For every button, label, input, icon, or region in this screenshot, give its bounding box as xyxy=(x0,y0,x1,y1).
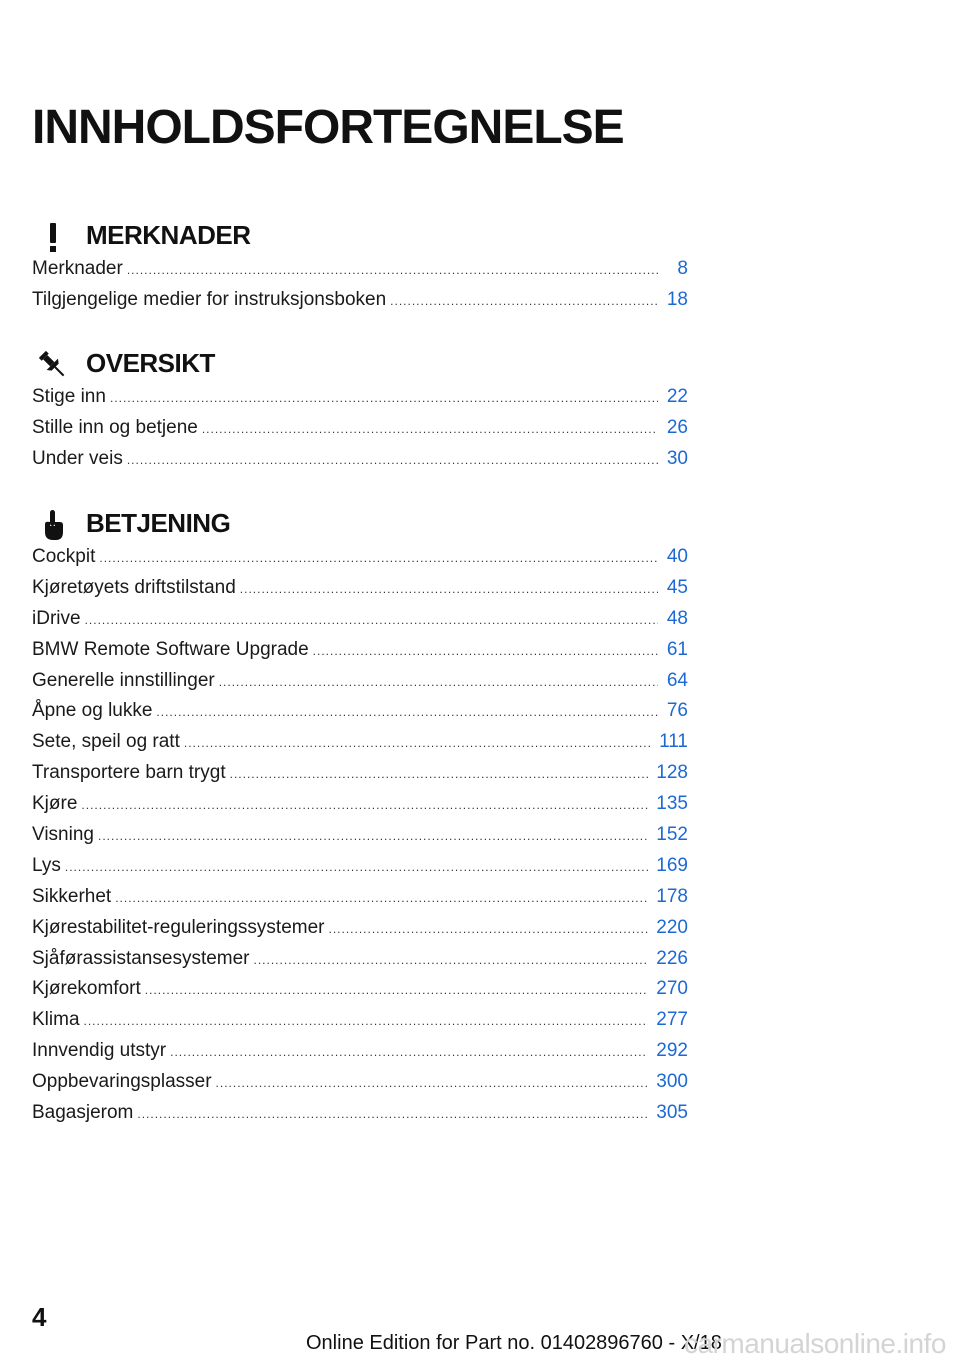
toc-entry[interactable] xyxy=(32,608,688,639)
toc-label: Sjåførassistansesystemer xyxy=(32,947,250,969)
toc-label: Generelle innstillinger xyxy=(32,669,215,691)
page-number: 4 xyxy=(32,1302,47,1332)
watermark: carmanualsonline.info xyxy=(684,1328,946,1359)
section-title: OVERSIKT xyxy=(86,348,215,378)
toc-label: Cockpit xyxy=(32,546,96,567)
toc-entry[interactable] xyxy=(32,886,688,917)
dot-leader xyxy=(184,736,651,750)
toc-entry[interactable] xyxy=(32,762,688,793)
toc-label: Kjørekomfort xyxy=(32,978,141,1000)
toc-entry[interactable] xyxy=(32,700,688,731)
dot-leader xyxy=(127,263,658,277)
toc-page-link[interactable]: 76 xyxy=(666,700,688,722)
toc-entry[interactable] xyxy=(32,386,688,417)
toc-label: Kjøretøyets driftstilstand xyxy=(32,576,236,598)
dot-leader xyxy=(156,705,658,719)
toc-entry[interactable] xyxy=(32,577,688,608)
toc-page-link[interactable]: 111 xyxy=(659,731,688,753)
toc-entry[interactable] xyxy=(32,1071,688,1102)
dot-leader xyxy=(170,1045,648,1059)
toc-entry[interactable] xyxy=(32,258,688,289)
toc-page-link[interactable]: 220 xyxy=(656,916,688,938)
toc-label: Under veis xyxy=(32,447,123,469)
toc-label: Stige inn xyxy=(32,386,106,407)
toc-page-link[interactable]: 30 xyxy=(666,447,688,469)
toc-page-link[interactable]: 26 xyxy=(666,416,688,438)
toc-page-link[interactable]: 300 xyxy=(656,1071,688,1093)
dot-leader xyxy=(219,675,658,689)
toc-label: Oppbevaringsplasser xyxy=(32,1071,212,1093)
toc-label: Åpne og lukke xyxy=(32,700,153,722)
toc-label: Klima xyxy=(32,1009,80,1031)
section-merknader xyxy=(32,218,688,320)
toc-entry[interactable] xyxy=(32,978,688,1009)
toc-page-link[interactable]: 128 xyxy=(656,762,688,784)
toc-entry[interactable] xyxy=(32,917,688,948)
toc-entry[interactable] xyxy=(32,417,688,448)
toc-entry[interactable] xyxy=(32,855,688,886)
toc-label: BMW Remote Software Upgrade xyxy=(32,638,309,660)
toc-page-link[interactable]: 226 xyxy=(656,947,688,969)
toc-label: Innvendig utstyr xyxy=(32,1040,167,1062)
section-betjening xyxy=(32,506,688,1133)
section-header xyxy=(32,346,688,382)
dot-leader xyxy=(81,798,648,812)
dot-leader xyxy=(110,391,658,405)
toc-page-link[interactable]: 61 xyxy=(666,638,688,660)
toc-page-link[interactable]: 135 xyxy=(656,793,688,815)
toc-label: Sikkerhet xyxy=(32,885,112,907)
dot-leader xyxy=(145,983,649,997)
pointing-hand-icon xyxy=(36,508,70,542)
section-title: BETJENING xyxy=(86,508,231,538)
toc-entry[interactable] xyxy=(32,824,688,855)
toc-label: Transportere barn trygt xyxy=(32,762,226,784)
dot-leader xyxy=(137,1107,648,1121)
toc-page-link[interactable]: 18 xyxy=(666,288,688,310)
section-header xyxy=(32,218,688,254)
toc-label: Sete, speil og ratt xyxy=(32,731,180,753)
dot-leader xyxy=(329,922,649,936)
toc-label: Kjørestabilitet-reguleringssystemer xyxy=(32,916,325,938)
dot-leader xyxy=(390,294,658,308)
dot-leader xyxy=(127,453,658,467)
dot-leader xyxy=(99,551,658,565)
dot-leader xyxy=(216,1076,649,1090)
dot-leader xyxy=(65,860,648,874)
toc-entry[interactable] xyxy=(32,1009,688,1040)
toc-page-link[interactable]: 22 xyxy=(666,386,688,407)
section-oversikt xyxy=(32,346,688,479)
dot-leader xyxy=(254,953,649,967)
toc-entry[interactable] xyxy=(32,731,688,762)
pin-icon xyxy=(36,348,70,382)
toc-entry[interactable] xyxy=(32,448,688,479)
toc-page-link[interactable]: 178 xyxy=(656,885,688,907)
toc-entry[interactable] xyxy=(32,1102,688,1133)
dot-leader xyxy=(313,644,658,658)
section-title: MERKNADER xyxy=(86,220,251,250)
toc-page-link[interactable]: 40 xyxy=(666,546,688,567)
section-header xyxy=(32,506,688,542)
dot-leader xyxy=(230,767,649,781)
toc-page-link[interactable]: 270 xyxy=(656,978,688,1000)
dot-leader xyxy=(115,891,648,905)
toc-label: Kjøre xyxy=(32,793,78,815)
toc-entry[interactable] xyxy=(32,948,688,979)
toc-entry[interactable] xyxy=(32,793,688,824)
toc-page-link[interactable]: 8 xyxy=(677,258,688,279)
toc-page-link[interactable]: 45 xyxy=(666,576,688,598)
exclamation-icon xyxy=(36,220,70,254)
toc-label: Stille inn og betjene xyxy=(32,416,198,438)
toc-page-link[interactable]: 292 xyxy=(656,1040,688,1062)
toc-entry[interactable] xyxy=(32,1040,688,1071)
toc-page-link[interactable]: 48 xyxy=(666,607,688,629)
dot-leader xyxy=(202,422,658,436)
toc-label: Tilgjengelige medier for instruksjonsboken xyxy=(32,288,387,310)
toc-page-link[interactable]: 169 xyxy=(656,854,688,876)
dot-leader xyxy=(98,829,648,843)
toc-entry[interactable] xyxy=(32,670,688,701)
toc-page-link[interactable]: 64 xyxy=(666,669,688,691)
toc-entry[interactable] xyxy=(32,639,688,670)
dot-leader xyxy=(84,1014,649,1028)
toc-entry[interactable] xyxy=(32,289,688,320)
toc-label: Lys xyxy=(32,854,61,876)
toc-entry[interactable] xyxy=(32,546,688,577)
toc-label: Merknader xyxy=(32,258,123,279)
toc-page-link[interactable]: 152 xyxy=(656,824,688,846)
toc-label: Visning xyxy=(32,824,94,846)
page-title: INNHOLDSFORTEGNELSE xyxy=(32,101,624,154)
dot-leader xyxy=(240,582,658,596)
toc-label: iDrive xyxy=(32,607,81,629)
toc-label: Bagasjerom xyxy=(32,1102,134,1124)
toc-page-link[interactable]: 305 xyxy=(656,1102,688,1124)
toc-page-link[interactable]: 277 xyxy=(656,1009,688,1031)
dot-leader xyxy=(85,613,658,627)
footer-edition: Online Edition for Part no. 01402896760 - X/18 xyxy=(306,1332,722,1354)
toc-list xyxy=(32,546,688,1133)
